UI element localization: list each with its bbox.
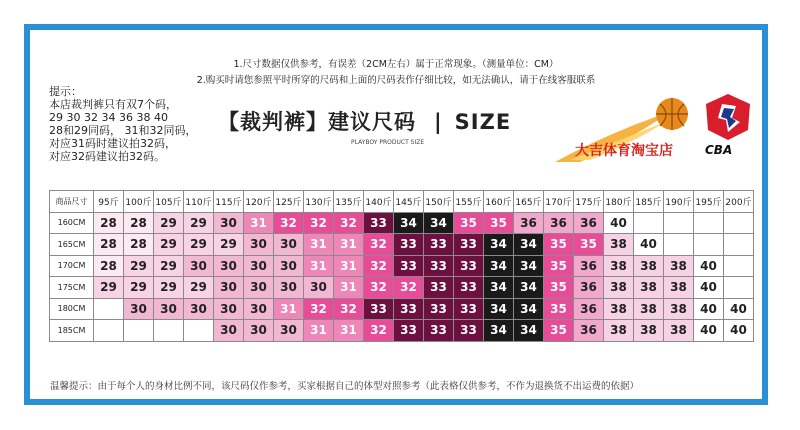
size-cell: 34: [424, 212, 454, 234]
page-title: [218, 106, 511, 136]
height-label: 175CM: [50, 277, 94, 299]
weight-header: 105斤: [154, 191, 184, 213]
weight-header: 135斤: [334, 191, 364, 213]
weight-header: 175斤: [574, 191, 604, 213]
size-cell: 40: [604, 212, 634, 234]
size-cell: 30: [244, 298, 274, 320]
size-cell: 31: [304, 320, 334, 342]
title-subheading: PLAYBOY PRODUCT SIZE: [351, 139, 425, 146]
tips-title: 提示：: [49, 85, 82, 98]
weight-header: 170斤: [544, 191, 574, 213]
size-cell: 34: [484, 277, 514, 299]
size-cell: 31: [244, 212, 274, 234]
size-cell: 33: [364, 212, 394, 234]
size-cell: 38: [634, 298, 664, 320]
size-cell: 31: [334, 277, 364, 299]
size-cell: 30: [274, 255, 304, 277]
height-label: 160CM: [50, 212, 94, 234]
size-cell: 30: [244, 234, 274, 256]
size-cell: 30: [214, 255, 244, 277]
weight-header: 190斤: [664, 191, 694, 213]
size-cell: 30: [244, 255, 274, 277]
size-cell: 33: [454, 277, 484, 299]
size-cell: 33: [394, 255, 424, 277]
table-row: [50, 255, 754, 277]
size-cell: 34: [394, 212, 424, 234]
size-cell: 32: [304, 298, 334, 320]
size-cell: [694, 212, 724, 234]
size-cell: 40: [634, 234, 664, 256]
size-cell: 38: [604, 255, 634, 277]
size-cell: 30: [124, 298, 154, 320]
size-cell: 30: [214, 298, 244, 320]
size-cell: 33: [454, 298, 484, 320]
footer-note: 温馨提示：由于每个人的身材比例不同，该尺码仅作参考，买家根据自己的体型对照参考（此表格仅供参考，不作为退换货不出运费的依据）: [50, 381, 640, 392]
size-cell: 31: [304, 234, 334, 256]
weight-header: 120斤: [244, 191, 274, 213]
size-cell: [154, 320, 184, 342]
size-cell: 29: [154, 255, 184, 277]
size-cell: 40: [694, 320, 724, 342]
weight-header: 130斤: [304, 191, 334, 213]
table-row: [50, 298, 754, 320]
tips-line: 28和29同码， 31和32同码，: [49, 124, 197, 137]
tips-line: 对应32码建议拍32码。: [49, 150, 165, 163]
size-cell: 31: [274, 298, 304, 320]
table-header-row: [50, 191, 754, 213]
size-cell: 32: [334, 298, 364, 320]
size-cell: 29: [154, 234, 184, 256]
tips-line: 本店裁判裤只有双7个码，: [49, 98, 177, 111]
size-cell: 30: [274, 234, 304, 256]
size-cell: 32: [304, 212, 334, 234]
size-cell: 33: [364, 298, 394, 320]
size-cell: 36: [574, 255, 604, 277]
size-cell: 31: [334, 234, 364, 256]
size-cell: [124, 320, 154, 342]
size-cell: 38: [634, 277, 664, 299]
size-cell: 30: [274, 320, 304, 342]
size-cell: 33: [394, 320, 424, 342]
size-cell: 29: [184, 234, 214, 256]
size-cell: 34: [484, 298, 514, 320]
size-cell: 30: [214, 212, 244, 234]
size-cell: [724, 277, 754, 299]
weight-header: 165斤: [514, 191, 544, 213]
table-row: [50, 320, 754, 342]
size-cell: [724, 212, 754, 234]
shop-name: 大吉体育淘宝店: [575, 143, 673, 159]
size-cell: 34: [514, 234, 544, 256]
table-row: [50, 212, 754, 234]
weight-header: 100斤: [124, 191, 154, 213]
size-cell: 40: [724, 298, 754, 320]
size-cell: 29: [124, 277, 154, 299]
size-cell: [664, 212, 694, 234]
table-row: [50, 234, 754, 256]
height-label: 165CM: [50, 234, 94, 256]
size-cell: 29: [184, 212, 214, 234]
size-cell: 29: [214, 234, 244, 256]
size-cell: 35: [544, 234, 574, 256]
size-cell: 29: [154, 212, 184, 234]
tips-line: 29 30 32 34 36 38 40: [49, 111, 168, 124]
size-cell: 38: [604, 234, 634, 256]
size-table: [49, 190, 754, 342]
size-cell: 38: [664, 255, 694, 277]
size-cell: 30: [184, 298, 214, 320]
weight-header: 95斤: [94, 191, 124, 213]
size-cell: 32: [274, 212, 304, 234]
title-divider: |: [434, 110, 443, 134]
size-cell: 35: [544, 277, 574, 299]
weight-header: 110斤: [184, 191, 214, 213]
size-cell: [184, 320, 214, 342]
size-cell: 36: [574, 277, 604, 299]
size-cell: 33: [454, 234, 484, 256]
size-cell: 38: [664, 277, 694, 299]
size-cell: 32: [364, 255, 394, 277]
size-cell: 36: [574, 320, 604, 342]
note-measure: 1.尺寸数据仅供参考，有误差（2CM左右）属于正常现象。（测量单位：CM）: [233, 59, 559, 70]
size-cell: 32: [394, 277, 424, 299]
size-cell: 38: [604, 320, 634, 342]
size-cell: 34: [514, 255, 544, 277]
title-size: SIZE: [454, 110, 512, 134]
size-cell: 30: [304, 277, 334, 299]
size-cell: 33: [394, 298, 424, 320]
size-cell: 29: [124, 255, 154, 277]
size-cell: 33: [424, 277, 454, 299]
table-corner: 商品尺寸: [50, 191, 94, 213]
size-cell: [694, 234, 724, 256]
size-cell: 35: [544, 320, 574, 342]
size-cell: 33: [424, 234, 454, 256]
size-cell: [724, 234, 754, 256]
size-cell: 34: [484, 234, 514, 256]
size-cell: 32: [364, 320, 394, 342]
size-cell: [94, 298, 124, 320]
size-cell: 33: [424, 255, 454, 277]
weight-header: 125斤: [274, 191, 304, 213]
size-cell: 33: [394, 234, 424, 256]
size-cell: 33: [424, 320, 454, 342]
height-label: 170CM: [50, 255, 94, 277]
size-cell: 28: [124, 234, 154, 256]
size-cell: 30: [154, 298, 184, 320]
size-cell: 32: [364, 277, 394, 299]
size-cell: 38: [634, 255, 664, 277]
size-cell: 30: [244, 320, 274, 342]
cba-emblem-icon: [706, 94, 750, 140]
size-cell: 29: [154, 277, 184, 299]
size-cell: 40: [694, 277, 724, 299]
table-row: [50, 277, 754, 299]
weight-header: 195斤: [694, 191, 724, 213]
size-cell: 30: [274, 277, 304, 299]
weight-header: 115斤: [214, 191, 244, 213]
size-cell: 34: [514, 320, 544, 342]
size-cell: 33: [424, 298, 454, 320]
size-cell: 38: [664, 298, 694, 320]
size-cell: 30: [214, 277, 244, 299]
size-cell: 40: [724, 320, 754, 342]
size-cell: 40: [694, 298, 724, 320]
size-cell: 35: [544, 255, 574, 277]
size-cell: 38: [634, 320, 664, 342]
tips-line: 对应31码时建议拍32码，: [49, 137, 176, 150]
size-cell: [724, 255, 754, 277]
size-cell: 34: [484, 255, 514, 277]
size-cell: [664, 234, 694, 256]
size-chart-frame: [24, 24, 768, 405]
size-cell: 28: [94, 212, 124, 234]
size-cell: 40: [694, 255, 724, 277]
size-cell: 38: [604, 298, 634, 320]
size-cell: 30: [214, 320, 244, 342]
weight-header: 200斤: [724, 191, 754, 213]
size-cell: 31: [304, 255, 334, 277]
size-cell: [634, 212, 664, 234]
size-cell: 31: [334, 255, 364, 277]
size-cell: 29: [94, 277, 124, 299]
size-cell: 38: [604, 277, 634, 299]
size-cell: 28: [94, 234, 124, 256]
height-label: 185CM: [50, 320, 94, 342]
size-cell: 30: [244, 277, 274, 299]
size-cell: 33: [454, 320, 484, 342]
size-cell: 32: [364, 234, 394, 256]
size-cell: 31: [334, 320, 364, 342]
size-cell: 32: [334, 212, 364, 234]
size-cell: 36: [544, 212, 574, 234]
size-cell: 35: [484, 212, 514, 234]
size-cell: 38: [664, 320, 694, 342]
weight-header: 185斤: [634, 191, 664, 213]
size-cell: 33: [454, 255, 484, 277]
basketball-logo: [550, 92, 760, 182]
size-cell: 36: [574, 298, 604, 320]
size-cell: [94, 320, 124, 342]
size-cell: 36: [514, 212, 544, 234]
weight-header: 160斤: [484, 191, 514, 213]
size-cell: 35: [544, 298, 574, 320]
size-cell: 28: [124, 212, 154, 234]
size-cell: 34: [514, 277, 544, 299]
size-cell: 35: [454, 212, 484, 234]
note-compare: 2.购买时请您参照平时所穿的尺码和上面的尺码表作仔细比较，如无法确认，请于在线客服联系: [196, 75, 596, 86]
size-cell: 35: [574, 234, 604, 256]
size-cell: 36: [574, 212, 604, 234]
weight-header: 155斤: [454, 191, 484, 213]
height-label: 180CM: [50, 298, 94, 320]
weight-header: 145斤: [394, 191, 424, 213]
size-cell: 29: [184, 277, 214, 299]
weight-header: 140斤: [364, 191, 394, 213]
size-cell: 28: [94, 255, 124, 277]
tips-block: [49, 85, 196, 163]
weight-header: 150斤: [424, 191, 454, 213]
weight-header: 180斤: [604, 191, 634, 213]
size-cell: 30: [184, 255, 214, 277]
league-logo-text: CBA: [705, 143, 733, 157]
table-body: [50, 212, 754, 341]
size-cell: 34: [484, 320, 514, 342]
title-main: 【裁判裤】建议尺码: [218, 110, 416, 134]
size-cell: 34: [514, 298, 544, 320]
